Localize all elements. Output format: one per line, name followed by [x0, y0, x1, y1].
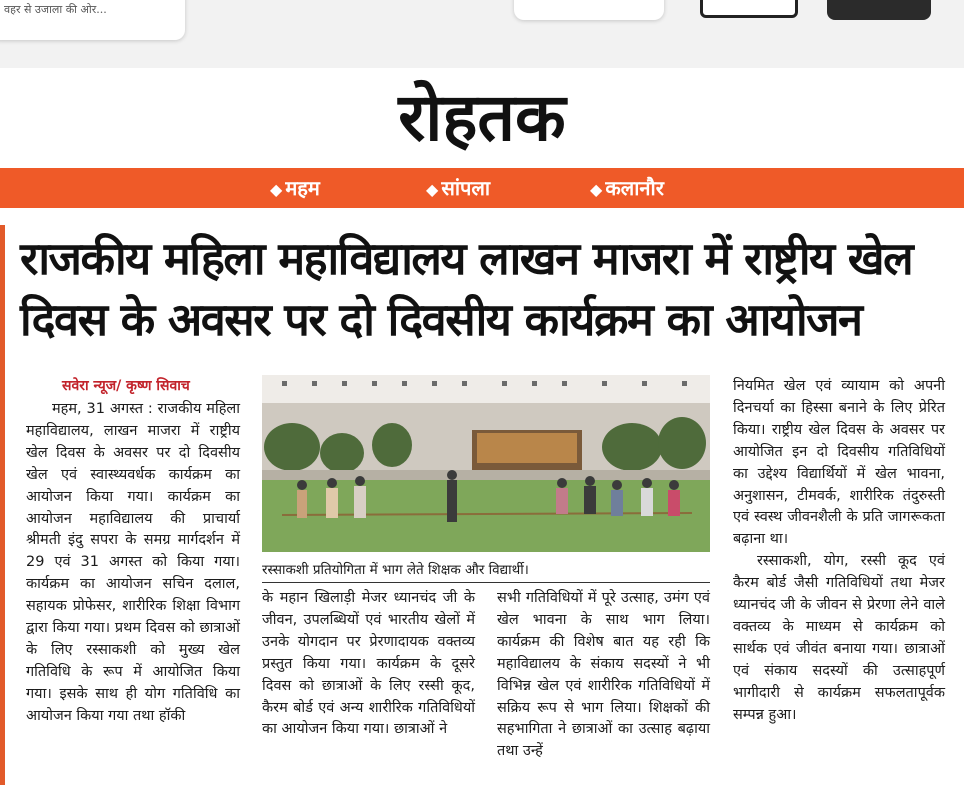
diamond-bullet-icon: ◆ — [426, 180, 439, 199]
city-section-title: रोहतक — [398, 79, 566, 156]
previous-article-snippet: वहर से उजाला की ओर... — [4, 3, 107, 16]
previous-article-card[interactable] — [0, 0, 185, 40]
nav-item-kalanaur[interactable] — [590, 168, 664, 208]
column-4-paragraph-2: रस्साकशी, योग, रस्सी कूद एवं कैरम बोर्ड जैसी गतिविधियों तथा मेजर ध्यानचंद जी के जीवन से प्रेरणा लेने वाले वक्तव्य के माध्यम से कार्यक्रम को सार्थक एवं जीवंत बनाया गया। छात्राओं एवं संकाय सदस्यों की उत्साहपूर्ण भागीदारी से कार्यक्रम सफलतापूर्वक सम्पन्न हुआ। — [733, 553, 945, 723]
nav-item-sampla[interactable] — [426, 168, 490, 208]
article-column-4 — [733, 376, 945, 727]
nav-item-label: कलानौर — [605, 176, 664, 200]
top-toolbar-strip — [0, 0, 964, 68]
article-byline: सवेरा न्यूज/ कृष्ण सिवाच — [62, 378, 190, 394]
article-column-2: के महान खिलाड़ी मेजर ध्यानचंद जी के जीवन, उपलब्धियों एवं भारतीय खेलों में उनके योगदान पर प्रेरणादायक वक्तव्य प्रस्तुत किया गया। कार्यक्रम के दूसरे दिवस को छात्राओं के लिए रस्सी कूद, कैरम बोर्ड एवं अन्य शारीरिक गतिविधियों का आयोजन किया गया। छात्राओं ने — [262, 590, 475, 738]
outline-button[interactable] — [700, 0, 798, 18]
nav-item-label: सांपला — [441, 176, 491, 200]
diamond-bullet-icon: ◆ — [590, 180, 603, 199]
caption-rule — [262, 582, 710, 583]
article-photo — [262, 375, 710, 552]
article-headline: राजकीय महिला महाविद्यालय लाखन माजरा में राष्ट्रीय खेल दिवस के अवसर पर दो दिवसीय कार्यक्रम का आयोजन — [20, 232, 913, 346]
toolbar-card[interactable] — [514, 0, 664, 20]
nav-item-label: महम — [285, 176, 320, 200]
left-accent-rule — [0, 225, 5, 785]
photo-caption: रस्साकशी प्रतियोगिता में भाग लेते शिक्षक और विद्यार्थी। — [262, 562, 529, 578]
diamond-bullet-icon: ◆ — [270, 180, 283, 199]
section-nav-bar — [0, 168, 964, 208]
dark-button[interactable] — [827, 0, 931, 20]
tug-of-war-photo-illustration — [262, 375, 710, 552]
nav-item-meham[interactable] — [270, 168, 320, 208]
article-column-1: महम, 31 अगस्त : राजकीय महिला महाविद्यालय, लाखन माजरा में राष्ट्रीय खेल दिवस के अवसर पर दो दिवसीय खेल एवं स्वास्थ्यवर्धक कार्यक्रम का आयोजन किया गया। कार्यक्रम का आयोजन महाविद्यालय की प्राचार्या श्रीमती इंदु सपरा के समग्र मार्गदर्शन में 29 एवं 31 अगस्त को किया गया। कार्यक्रम का आयोजन सचिन दलाल, सहायक प्रोफेसर, शारीरिक शिक्षा विभाग द्वारा किया गया। प्रथम दिवस को छात्राओं के लिए रस्साकशी को मुख्य खेल गतिविधि के रूप में आयोजित किया गया। इसके साथ ही योग गतिविधि का आयोजन किया गया तथा हॉकी — [26, 401, 240, 724]
column-4-paragraph-1: नियमित खेल एवं व्यायाम को अपनी दिनचर्या का हिस्सा बनाने के लिए प्रेरित किया। राष्ट्रीय खेल दिवस के अवसर पर आयोजित इन दो दिवसीय गतिविधियों का उद्देश्य विद्यार्थियों में खेल भावना, अनुशासन, टीमवर्क, शारीरिक तंदुरुस्ती एवं स्वस्थ जीवनशैली के प्रति जागरूकता बढ़ाना था। — [733, 378, 945, 548]
article-column-3: सभी गतिविधियों में पूरे उत्साह, उमंग एवं खेल भावना के साथ भाग लिया। कार्यक्रम की विशेष बात यह रही कि महाविद्यालय के संकाय सदस्यों ने भी विभिन्न खेल एवं शारीरिक गतिविधियों में सक्रिय रूप से भाग लिया। शिक्षकों की सहभागिता ने छात्राओं का उत्साह बढ़ाया तथा उन्हें — [497, 590, 710, 760]
